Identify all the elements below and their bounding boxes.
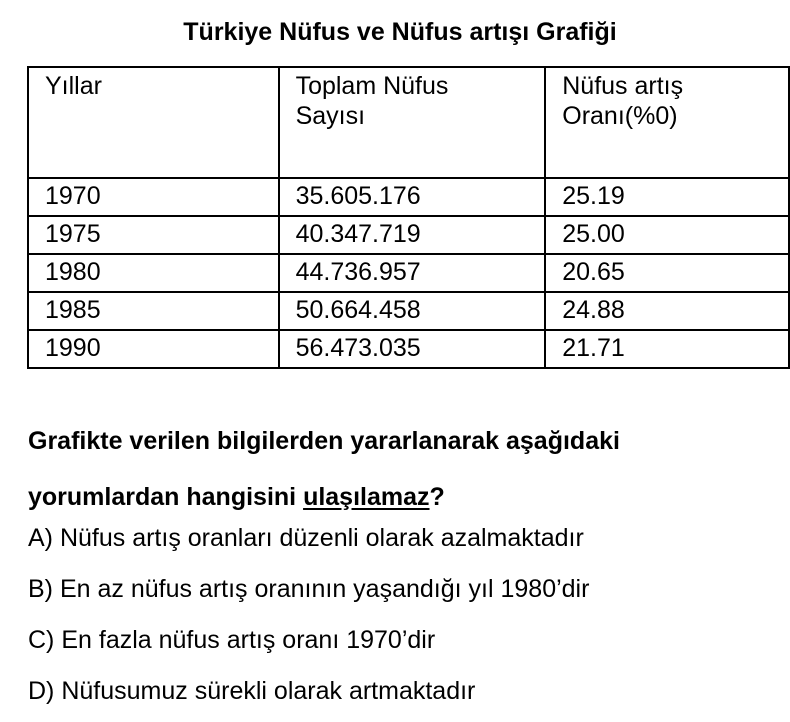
header-growth-rate-line-2: Oranı(%0) bbox=[562, 102, 678, 130]
option-text: En az nüfus artış oranının yaşandığı yıl 1980’dir bbox=[59, 575, 590, 603]
cell-year: 1985 bbox=[28, 292, 279, 330]
cell-rate: 25.00 bbox=[545, 216, 789, 254]
option-letter: B) bbox=[28, 575, 53, 603]
option-letter: D) bbox=[28, 677, 55, 705]
population-table bbox=[27, 66, 790, 369]
header-growth-rate bbox=[545, 67, 789, 178]
question-line-2-prefix: yorumlardan hangisini bbox=[28, 483, 304, 511]
option-a[interactable] bbox=[28, 518, 788, 569]
option-b[interactable] bbox=[28, 569, 788, 620]
question-line-2 bbox=[28, 469, 788, 525]
answer-options bbox=[28, 518, 788, 722]
cell-rate: 21.71 bbox=[545, 330, 789, 368]
cell-population: 50.664.458 bbox=[279, 292, 546, 330]
cell-year: 1990 bbox=[28, 330, 279, 368]
cell-rate: 25.19 bbox=[545, 178, 789, 216]
table-row bbox=[28, 216, 789, 254]
cell-population: 35.605.176 bbox=[279, 178, 546, 216]
table-row bbox=[28, 254, 789, 292]
table-row bbox=[28, 178, 789, 216]
page-title: Türkiye Nüfus ve Nüfus artışı Grafiği bbox=[183, 18, 617, 46]
option-text: Nüfusumuz sürekli olarak artmaktadır bbox=[61, 677, 476, 705]
question-line-1: Grafikte verilen bilgilerden yararlanarak aşağıdaki bbox=[28, 427, 620, 455]
question-line-2-suffix: ? bbox=[429, 483, 445, 511]
cell-population: 56.473.035 bbox=[279, 330, 546, 368]
header-total-population-line-2: Sayısı bbox=[295, 102, 366, 130]
cell-population: 40.347.719 bbox=[279, 216, 546, 254]
option-c[interactable] bbox=[28, 620, 788, 671]
cell-rate: 20.65 bbox=[545, 254, 789, 292]
table-row bbox=[28, 292, 789, 330]
table-row bbox=[28, 330, 789, 368]
cell-year: 1980 bbox=[28, 254, 279, 292]
question-text bbox=[28, 413, 788, 525]
option-text: Nüfus artış oranları düzenli olarak azalmaktadır bbox=[59, 524, 584, 552]
cell-population: 44.736.957 bbox=[279, 254, 546, 292]
header-years bbox=[28, 67, 279, 178]
cell-year: 1970 bbox=[28, 178, 279, 216]
option-letter: A) bbox=[28, 524, 53, 552]
table-header-row bbox=[28, 67, 789, 178]
option-letter: C) bbox=[28, 626, 55, 654]
header-total-population bbox=[279, 67, 546, 178]
question-underlined-word: ulaşılamaz bbox=[303, 483, 430, 511]
option-text: En fazla nüfus artış oranı 1970’dir bbox=[61, 626, 436, 654]
header-years-line-1: Yıllar bbox=[45, 72, 102, 100]
option-d[interactable] bbox=[28, 671, 788, 722]
header-total-population-line-1: Toplam Nüfus bbox=[295, 72, 449, 100]
cell-year: 1975 bbox=[28, 216, 279, 254]
header-growth-rate-line-1: Nüfus artış bbox=[562, 72, 684, 100]
cell-rate: 24.88 bbox=[545, 292, 789, 330]
